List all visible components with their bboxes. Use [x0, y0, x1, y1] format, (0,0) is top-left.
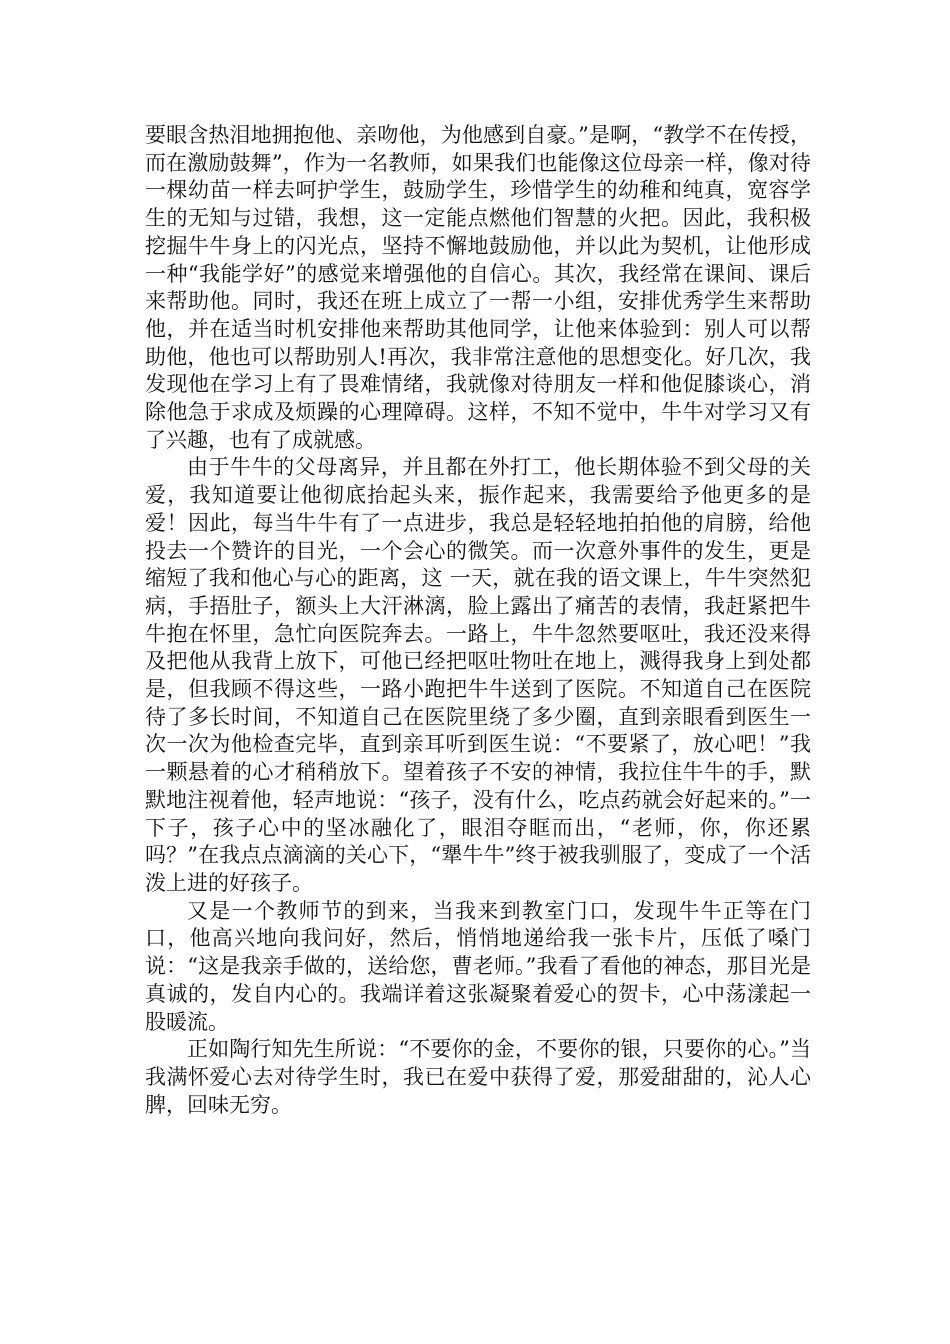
paragraph-2: 由于牛牛的父母离异，并且都在外打工，他长期体验不到父母的关爱，我知道要让他彻底抬起头来，振作起来，我需要给予他更多的是爱！因此，每当牛牛有了一点进步，我总是轻轻地拍拍他的肩膀，给他投去一个赞许的目光，一个会心的微笑。而一次意外事件的发生，更是缩短了我和他心与心的距离，这 一天，就在我的语文课上，牛牛突然犯病，手捂肚子，额头上大汗淋漓，脸上露出了痛苦的表情，我赶紧把牛牛抱在怀里，急忙向医院奔去。一路上，牛牛忽然要呕吐，我还没来得及把他从我背上放下，可他已经把呕吐物吐在地上，溅得我身上到处都是，但我顾不得这些，一路小跑把牛牛送到了医院。不知道自己在医院待了多长时间，不知道自己在医院里绕了多少圈，直到亲眼看到医生一次一次为他检查完毕，直到亲耳听到医生说：“不要紧了，放心吧！”我一颗悬着的心才稍稍放下。望着孩子不安的神情，我拉住牛牛的手，默默地注视着他，轻声地说：“孩子，没有什么，吃点药就会好起来的。”一下子，孩子心中的坚冰融化了，眼泪夺眶而出，“老师，你，你还累吗？”在我点点滴滴的关心下，“犟牛牛”终于被我驯服了，变成了一个活泼上进的好孩子。 — [145, 455, 811, 895]
body-text — [145, 122, 811, 1119]
paragraph-3: 又是一个教师节的到来，当我来到教室门口，发现牛牛正等在门口，他高兴地向我问好，然后，悄悄地递给我一张卡片，压低了嗓门说：“这是我亲手做的，送给您，曹老师。”我看了看他的神态，那目光是真诚的，发自内心的。我端详着这张凝聚着爱心的贺卡，心中荡漾起一股暖流。 — [145, 898, 811, 1034]
paragraph-1: 要眼含热泪地拥抱他、亲吻他，为他感到自豪。”是啊，“教学不在传授，而在激励鼓舞”，作为一名教师，如果我们也能像这位母亲一样，像对待一棵幼苗一样去呵护学生，鼓励学生，珍惜学生的幼稚和纯真，宽容学生的无知与过错，我想，这一定能点燃他们智慧的火把。因此，我积极挖掘牛牛身上的闪光点，坚持不懈地鼓励他，并以此为契机，让他形成一种“我能学好”的感觉来增强他的自信心。其次，我经常在课间、课后来帮助他。同时，我还在班上成立了一帮一小组，安排优秀学生来帮助他，并在适当时机安排他来帮助其他同学，让他来体验到：别人可以帮助他，他也可以帮助别人!再次，我非常注意他的思想变化。好几次，我发现他在学习上有了畏难情绪，我就像对待朋友一样和他促膝谈心，消除他急于求成及烦躁的心理障碍。这样，不知不觉中，牛牛对学习又有了兴趣，也有了成就感。 — [145, 123, 811, 452]
paragraph-4: 正如陶行知先生所说：“不要你的金，不要你的银，只要你的心。”当我满怀爱心去对待学生时，我已在爱中获得了爱，那爱甜甜的，沁人心脾，回味无穷。 — [145, 1037, 811, 1117]
